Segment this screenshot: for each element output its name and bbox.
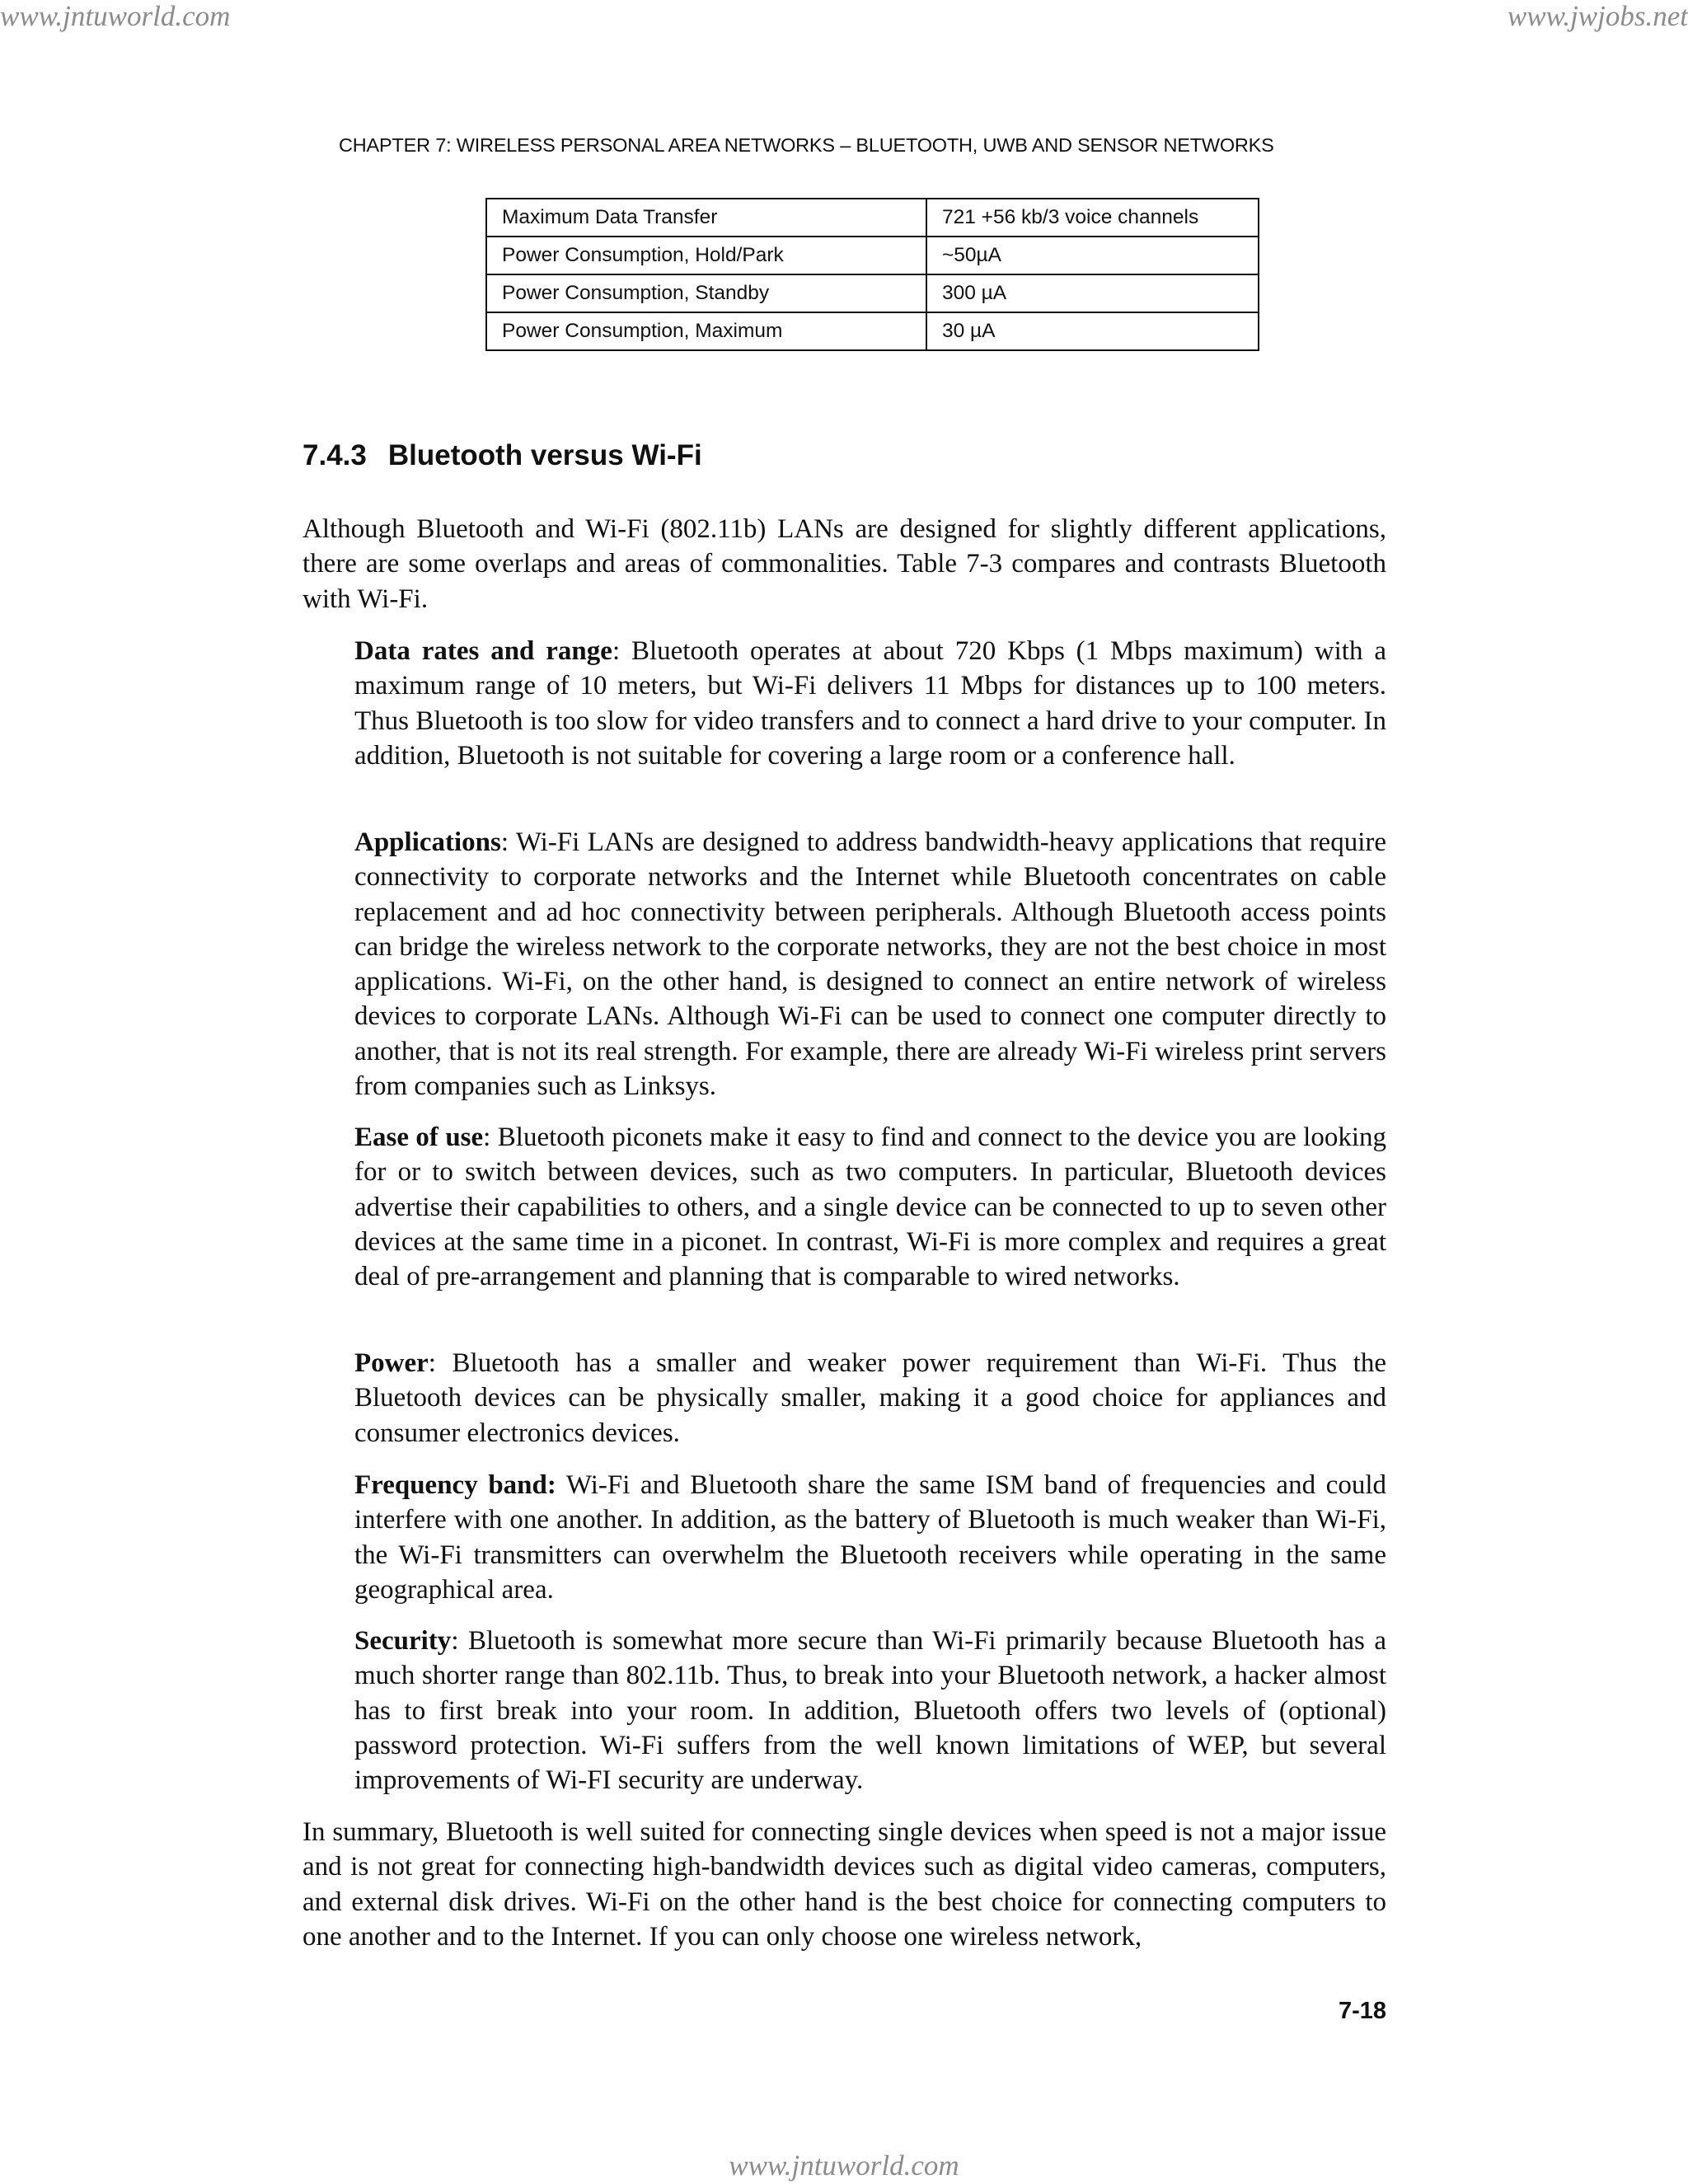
item-text: Bluetooth operates at about 720 Kbps (1 Mbps maximum) with a maximum range of 10 meters, but Wi-Fi delivers 11 Mbps for distances up to 100 meters. Thus Bluetooth is too slow for video transfers and to connect a hard drive to your computer. In addition, Bluetooth is not suitable for covering a large room or a conference hall.	[354, 636, 1386, 771]
table-row	[486, 312, 1259, 350]
section-title: Bluetooth versus Wi-Fi	[387, 439, 702, 471]
spec-table	[485, 198, 1259, 351]
item-term: Frequency band:	[354, 1470, 556, 1500]
chapter-header: CHAPTER 7: WIRELESS PERSONAL AREA NETWORKS – BLUETOOTH, UWB AND SENSOR NETWORKS	[339, 134, 1274, 156]
item-term: Ease of use	[354, 1122, 484, 1152]
item-separator: :	[500, 827, 516, 857]
table-row	[486, 199, 1259, 237]
table-row	[486, 237, 1259, 274]
item-term: Data rates and range	[354, 636, 612, 666]
item-text: Wi-Fi LANs are designed to address bandwidth-heavy applications that require connectivity to corporate networks and the Internet while Bluetooth concentrates on cable replacement and ad hoc connectivity between peripherals. Although Bluetooth access points can bridge the wireless network to the corporate networks, they are not the best choice in most applications. Wi-Fi, on the other hand, is designed to connect an entire network of wireless devices to corporate LANs. Although Wi-Fi can be used to connect one computer directly to another, that is not its real strength. For example, there are already Wi-Fi wireless print servers from companies such as Linksys.	[354, 827, 1387, 1102]
item-applications	[354, 825, 1386, 1104]
table-cell-parameter: Power Consumption, Hold/Park	[486, 237, 926, 274]
table-cell-parameter: Maximum Data Transfer	[486, 199, 926, 237]
item-term: Applications	[354, 827, 501, 857]
item-text: Wi-Fi and Bluetooth share the same ISM band of frequencies and could interfere with one another. In addition, as the battery of Bluetooth is much weaker than Wi-Fi, the Wi-Fi transmitters can overwhelm the Bluetooth receivers while operating in the same geographical area.	[354, 1470, 1387, 1605]
table-cell-value: ~50µA	[926, 237, 1259, 274]
summary-paragraph: In summary, Bluetooth is well suited for connecting single devices when speed is not a major issue and is not great for connecting high-bandwidth devices such as digital video cameras, computers, and external disk drives. Wi-Fi on the other hand is the best choice for connecting computers to one another and to the Internet. If you can only choose one wireless network,	[302, 1817, 1386, 1952]
item-ease-of-use	[354, 1120, 1386, 1294]
item-separator: :	[428, 1348, 452, 1378]
item-security	[354, 1624, 1386, 1797]
item-separator: :	[612, 636, 631, 666]
item-power	[354, 1346, 1386, 1451]
table-cell-value: 300 µA	[926, 274, 1259, 312]
section-heading	[302, 439, 702, 472]
watermark-top-left: www.jntuworld.com	[0, 0, 231, 32]
item-text: Bluetooth piconets make it easy to find and connect to the device you are looking for or to switch between devices, such as two computers. In particular, Bluetooth devices advertise their capabilities to others, and a single device can be connected to up to seven other devices at the same time in a piconet. In contrast, Wi-Fi is more complex and requires a great deal of pre-arrangement and planning that is comparable to wired networks.	[354, 1122, 1386, 1292]
table-cell-value: 721 +56 kb/3 voice channels	[926, 199, 1259, 237]
watermark-top-right: www.jwjobs.net	[1507, 0, 1688, 32]
item-data-rates	[354, 634, 1386, 773]
table-cell-parameter: Power Consumption, Standby	[486, 274, 926, 312]
table-cell-parameter: Power Consumption, Maximum	[486, 312, 926, 350]
item-term: Security	[354, 1626, 452, 1656]
item-separator	[556, 1470, 566, 1500]
table-row	[486, 274, 1259, 312]
table-cell-value: 30 µA	[926, 312, 1259, 350]
item-text: Bluetooth is somewhat more secure than Wi-Fi primarily because Bluetooth has a much shorter range than 802.11b. Thus, to break into your Bluetooth network, a hacker almost has to first break into your room. In addition, Bluetooth offers two levels of (optional) password protection. Wi-Fi suffers from the well known limitations of WEP, but several improvements of Wi-FI security are underway.	[354, 1626, 1387, 1796]
page-number: 7-18	[1338, 1998, 1386, 2024]
item-separator: :	[483, 1122, 498, 1152]
intro-paragraph: Although Bluetooth and Wi-Fi (802.11b) LANs are designed for slightly different applications, there are some overlaps and areas of commonalities. Table 7-3 compares and contrasts Bluetooth with Wi-Fi.	[302, 514, 1386, 614]
item-text: Bluetooth has a smaller and weaker power requirement than Wi-Fi. Thus the Bluetooth devices can be physically smaller, making it a good choice for appliances and consumer electronics devices.	[354, 1348, 1386, 1448]
section-number: 7.4.3	[302, 439, 367, 471]
item-separator: :	[451, 1626, 468, 1656]
watermark-bottom: www.jntuworld.com	[729, 2149, 959, 2182]
item-frequency-band	[354, 1468, 1386, 1607]
item-term: Power	[354, 1348, 429, 1378]
